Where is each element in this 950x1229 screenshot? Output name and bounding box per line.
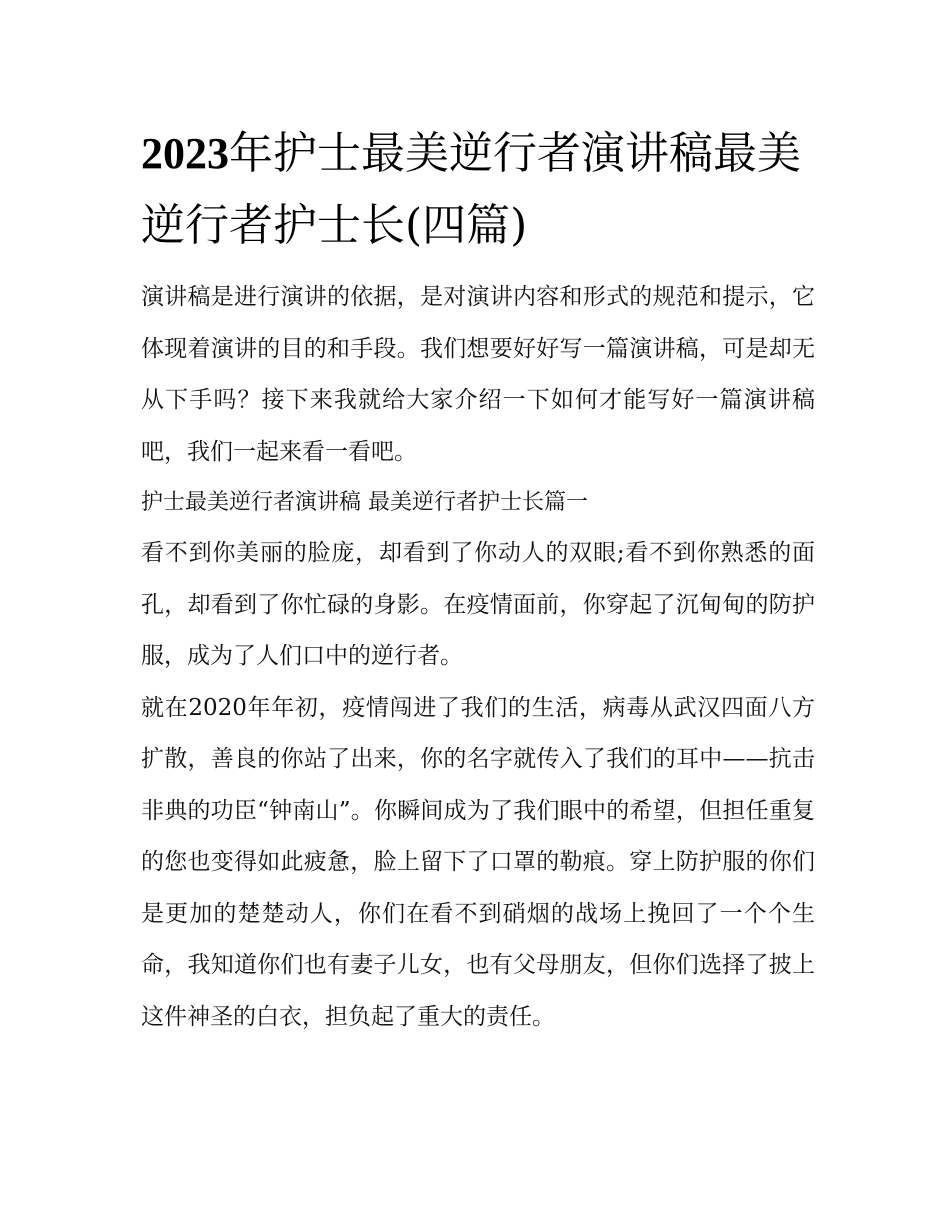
section-heading: 护士最美逆行者演讲稿 最美逆行者护士长篇一	[141, 490, 588, 515]
body-paragraph-1: 看不到你美丽的脸庞，却看到了你动人的双眼;看不到你熟悉的面孔，却看到了你忙碌的身影。在疫情面前，你穿起了沉甸甸的防护服，成为了人们口中的逆行者。	[141, 540, 815, 669]
document-title	[141, 118, 815, 262]
document-page	[141, 118, 815, 1043]
intro-paragraph: 演讲稿是进行演讲的依据，是对演讲内容和形式的规范和提示，它体现着演讲的目的和手段。我们想要好好写一篇演讲稿，可是却无从下手吗？接下来我就给大家介绍一下如何才能写好一篇演讲稿吧，我们一起来看一看吧。	[141, 284, 815, 465]
body-paragraph-2: 就在2020年年初，疫情闯进了我们的生活，病毒从武汉四面八方扩散，善良的你站了出来，你的名字就传入了我们的耳中——抗击非典的功臣“钟南山”。你瞬间成为了我们眼中的希望，但担任重复的您也变得如此疲惫，脸上留下了口罩的勒痕。穿上防护服的你们是更加的楚楚动人，你们在看不到硝烟的战场上挽回了一个个生命，我知道你们也有妻子儿女，也有父母朋友，但你们选择了披上这件神圣的白衣，担负起了重大的责任。	[141, 694, 815, 1030]
document-body	[141, 272, 815, 1043]
title-year: 2023	[141, 129, 229, 178]
title-text: 年护士最美逆行者演讲稿最美逆行者护士长(四篇)	[141, 128, 801, 251]
